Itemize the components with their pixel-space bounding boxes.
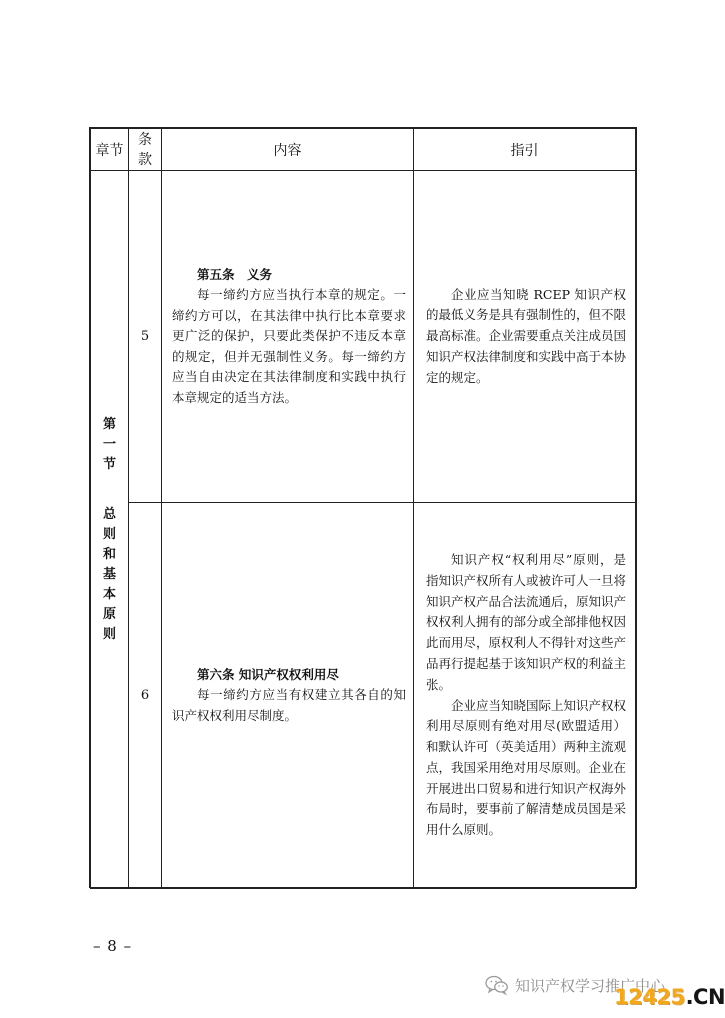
guide-paragraph: 企业应当知晓 RCEP 知识产权的最低义务是具有强制性的，但不限最高标准。企业需要重点关注成员国知识产权法律制度和实践中高于本协定的规定。 [426,286,627,385]
page-number: – 8 – [93,937,133,955]
header-content: 内容 [162,129,414,171]
guide-paragraph: 企业应当知晓国际上知识产权权利用尽原则有绝对用尽(欧盟适用）和默认许可（英美适用）两种主流观点，我国采用绝对用尽原则。企业在开展进出口贸易和进行知识产权海外布局时，要事前了解清楚成员国是采用什么原则。 [426,697,627,838]
table-header-row [91,129,636,171]
article-table [89,127,637,888]
chapter-title: 总则和基本原则 [102,506,116,642]
header-chapter: 章节 [91,129,129,171]
header-clause [129,129,162,171]
site-badge-tld: .CN [685,985,725,1009]
header-guide: 指引 [414,129,636,171]
clause-number: 5 [129,171,162,503]
content-cell [162,171,414,503]
guide-paragraph: 知识产权“权利用尽”原则，是指知识产权所有人或被许可人一旦将知识产权产品合法流通后，原知识产权权利人拥有的部分或全部排他权因此而用尽，原权利人不得针对这些产品再行提起基于该知识产权的利益主张。 [426,551,627,692]
header-clause-text: 条款 [138,131,152,168]
article-body: 每一缔约方应当有权建立其各自的知识产权权利用尽制度。 [172,687,406,723]
table-row [91,503,636,889]
wechat-icon [485,975,509,995]
chapter-number: 第一节 [102,416,116,472]
table-row [91,171,636,503]
chapter-cell [91,171,129,889]
watermark-text: 知识产权学习推广中心 [515,976,666,995]
site-badge [614,984,725,1010]
content-cell [162,503,414,889]
guide-cell [414,171,636,503]
article-title: 第六条 知识产权权利用尽 [197,666,339,682]
article-body: 每一缔约方应当执行本章的规定。一缔约方可以，在其法律中执行比本章要求更广泛的保护，只要此类保护不违反本章的规定，但并无强制性义务。每一缔约方应当自由决定在其法律制度和实践中执行本章规定的适当方法。 [172,287,406,405]
guide-cell [414,503,636,889]
site-badge-number: 12425 [614,985,685,1009]
article-table-grid [90,128,636,889]
clause-number: 6 [129,503,162,889]
article-title: 第五条 义务 [197,266,273,282]
